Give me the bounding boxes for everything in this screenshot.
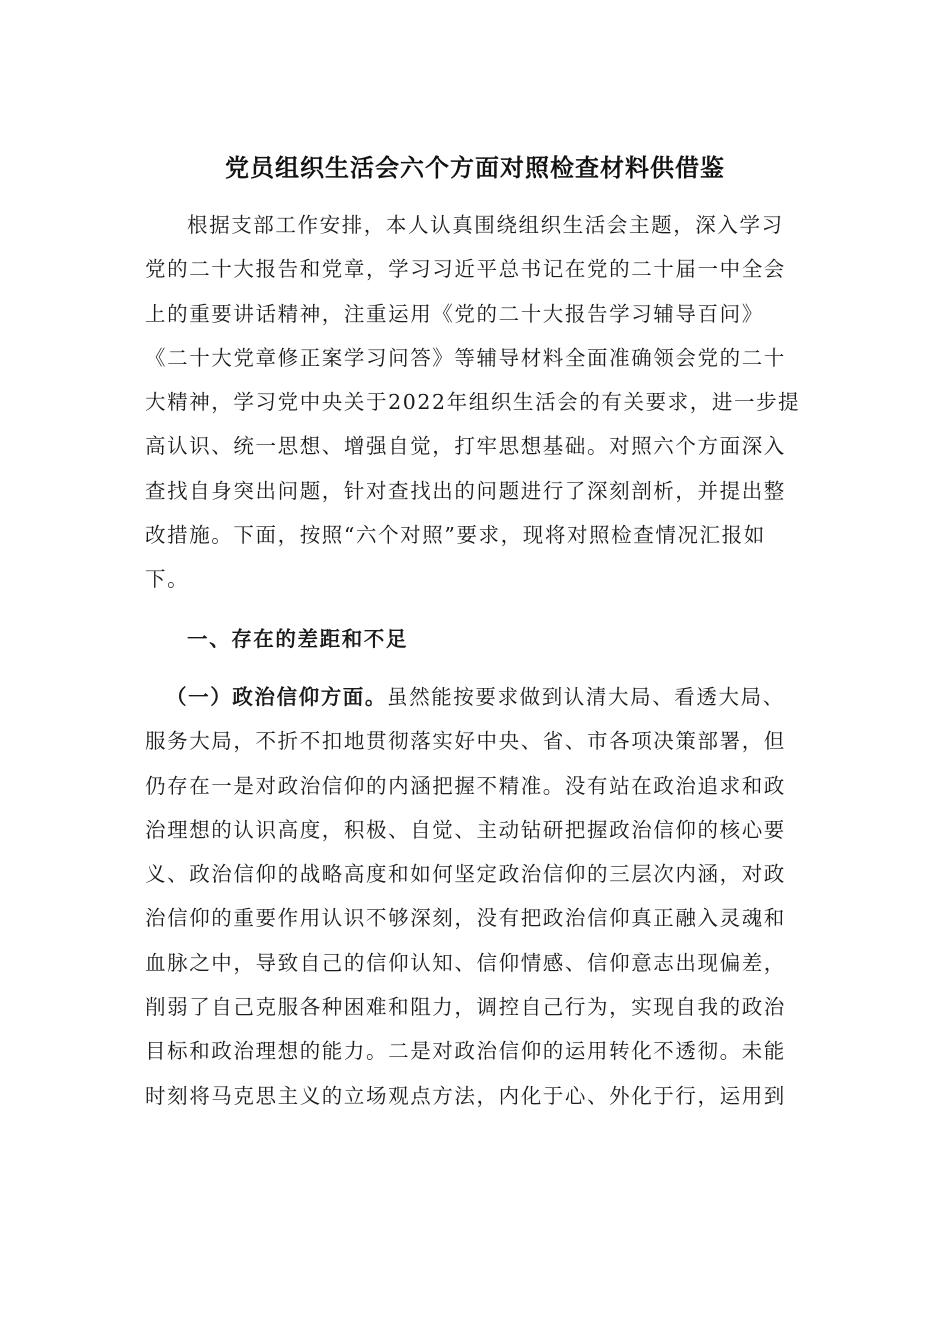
subsection-line: 治信仰的重要作用认识不够深刻，没有把政治信仰真正融入灵魂和 (145, 906, 786, 931)
subsection-line: 时刻将马克思主义的立场观点方法，内化于心、外化于行，运用到 (145, 1083, 786, 1108)
subsection-line: 服务大局，不折不扣地贯彻落实好中央、省、市各项决策部署，但 (145, 729, 786, 754)
intro-line: 根据支部工作安排，本人认真围绕组织生活会主题，深入学习 (187, 213, 784, 237)
subsection-first-line (145, 675, 807, 719)
section-heading: 一、存在的差距和不足 (187, 626, 408, 651)
intro-line: 大精神，学习党中央关于2022年组织生活会的有关要求，进一步提 (145, 390, 801, 415)
document-title: 党员组织生活会六个方面对照检查材料供借鉴 (225, 153, 725, 182)
subsection-line: 目标和政治理想的能力。二是对政治信仰的运用转化不透彻。未能 (145, 1039, 786, 1064)
intro-line: 《二十大党章修正案学习问答》等辅导材料全面准确领会党的二十 (145, 345, 786, 370)
subsection-line: 血脉之中，导致自己的信仰认知、信仰情感、信仰意志出现偏差， (145, 950, 786, 975)
intro-line: 党的二十大报告和党章，学习习近平总书记在党的二十届一中全会 (145, 257, 786, 282)
intro-line: 下。 (145, 567, 190, 592)
intro-paragraph (145, 203, 807, 602)
intro-line: 上的重要讲话精神，注重运用《党的二十大报告学习辅导百问》 (145, 301, 764, 326)
subsection-line: 仍存在一是对政治信仰的内涵把握不精准。没有站在政治追求和政 (145, 773, 786, 798)
intro-line: 改措施。下面，按照“六个对照”要求，现将对照检查情况汇报如 (145, 523, 766, 548)
document-body (145, 203, 807, 1118)
subsection-line: 削弱了自己克服各种困难和阻力，调控自己行为，实现自我的政治 (145, 995, 786, 1020)
subsection-first-line-text: 虽然能按要求做到认清大局、看透大局、 (387, 684, 785, 709)
intro-line: 查找自身突出问题，针对查找出的问题进行了深刻剖析，并提出整 (145, 478, 786, 503)
subsection-label: （一）政治信仰方面。 (166, 684, 387, 709)
intro-line: 高认识、统一思想、增强自觉，打牢思想基础。对照六个方面深入 (145, 434, 786, 459)
subsection-paragraph (145, 675, 807, 1118)
subsection-line: 义、政治信仰的战略高度和如何坚定政治信仰的三层次内涵，对政 (145, 862, 786, 887)
subsection-line: 治理想的认识高度，积极、自觉、主动钻研把握政治信仰的核心要 (145, 817, 786, 842)
